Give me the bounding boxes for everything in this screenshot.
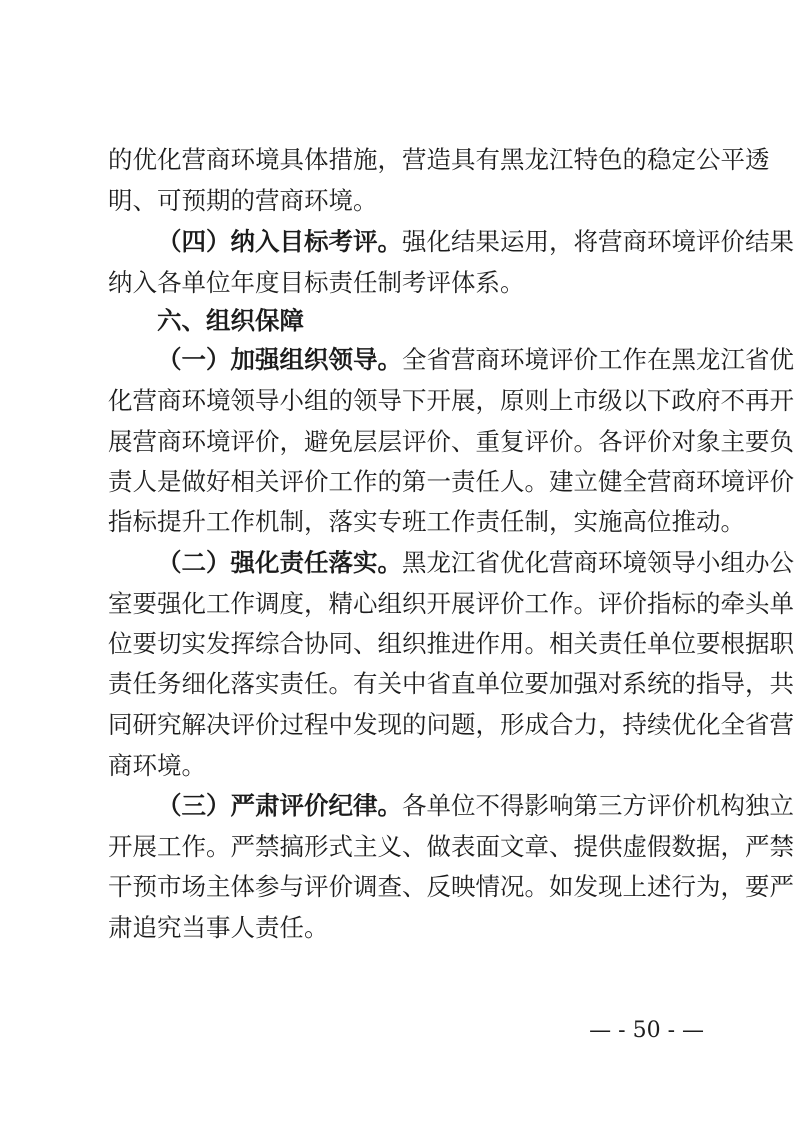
paragraph-line: 的优化营商环境具体措施，营造具有黑龙江特色的稳定公平透: [108, 145, 770, 174]
subsection-2-line: （二）强化责任落实。黑龙江省优化营商环境领导小组办公: [157, 548, 794, 577]
chapter-heading: 六、组织保障: [157, 306, 304, 335]
paragraph-line: 室要强化工作调度，精心组织开展评价工作。评价指标的牵头单: [108, 589, 794, 618]
paragraph-line: 纳入各单位年度目标责任制考评体系。: [108, 268, 525, 297]
subsection-1-line: （一）加强组织领导。全省营商环境评价工作在黑龙江省优: [157, 345, 794, 374]
paragraph-line: 同研究解决评价过程中发现的问题，形成合力，持续优化全省营: [108, 710, 794, 739]
paragraph-line: 责任务细化落实责任。有关中省直单位要加强对系统的指导，共: [108, 669, 794, 698]
paragraph-line: 肃追究当事人责任。: [108, 913, 329, 942]
paragraph-line: 展营商环境评价，避免层层评价、重复评价。各评价对象主要负: [108, 427, 794, 456]
paragraph-line: 化营商环境领导小组的领导下开展，原则上市级以下政府不再开: [108, 386, 794, 415]
paragraph-line: 明、可预期的营商环境。: [108, 186, 378, 215]
section-4-title: （四）纳入目标考评。: [157, 227, 402, 256]
section-4-line: （四）纳入目标考评。强化结果运用，将营商环境评价结果: [157, 227, 794, 256]
paragraph-line: 指标提升工作机制，落实专班工作责任制，实施高位推动。: [108, 507, 745, 536]
paragraph-line: 干预市场主体参与评价调查、反映情况。如发现上述行为，要严: [108, 872, 794, 901]
paragraph-line: 开展工作。严禁搞形式主义、做表面文章、提供虚假数据，严禁: [108, 832, 794, 861]
page-number: — - 50 - —: [589, 1018, 704, 1043]
subsection-1-title: （一）加强组织领导。: [157, 345, 402, 374]
paragraph-line: 商环境。: [108, 751, 206, 780]
subsection-3-line: （三）严肃评价纪律。各单位不得影响第三方评价机构独立: [157, 791, 794, 820]
paragraph-line: 责人是做好相关评价工作的第一责任人。建立健全营商环境评价: [108, 467, 794, 496]
subsection-2-title: （二）强化责任落实。: [157, 548, 402, 577]
paragraph-line: 位要切实发挥综合协同、组织推进作用。相关责任单位要根据职: [108, 629, 794, 658]
subsection-3-title: （三）严肃评价纪律。: [157, 791, 402, 820]
